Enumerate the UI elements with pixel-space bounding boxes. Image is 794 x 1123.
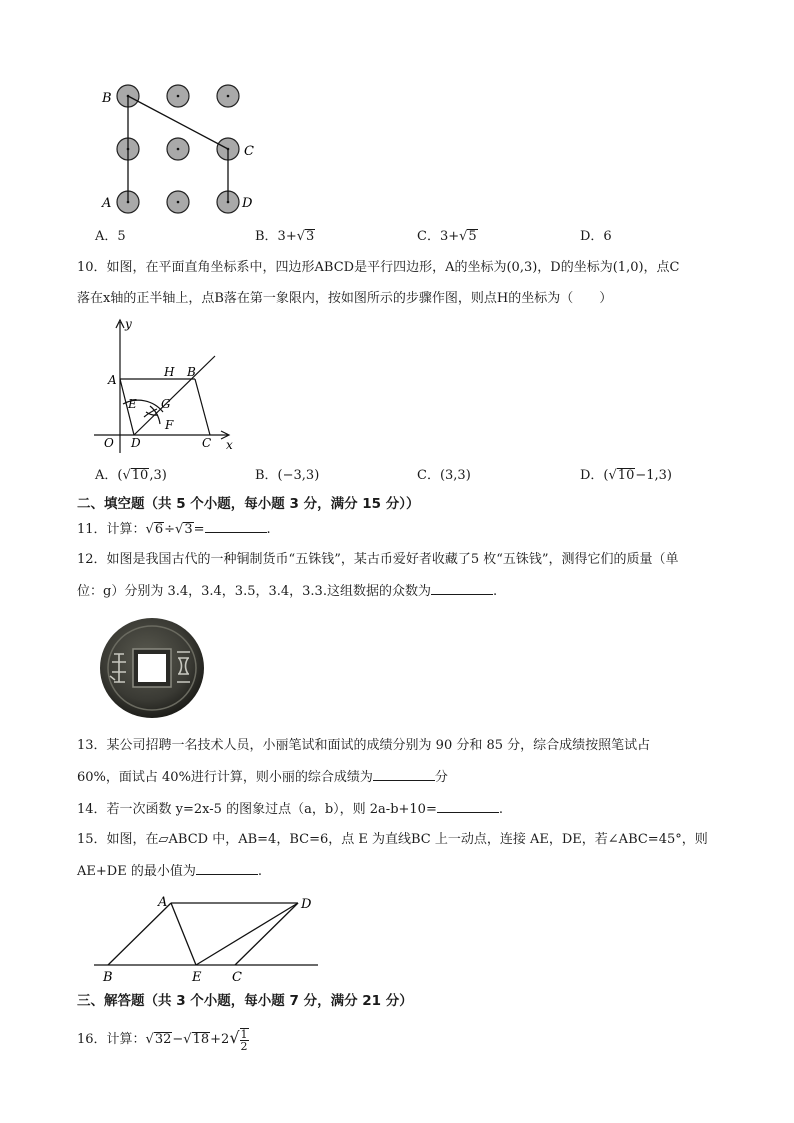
q12-text-line2: 位：g）分别为 3.4，3.4，3.5，3.4，3.3.这组数据的众数为 .: [77, 584, 498, 599]
q9-option-d: D．6: [580, 229, 612, 244]
label-D: D: [131, 436, 141, 450]
label-E: E: [192, 970, 202, 985]
label-B: B: [102, 91, 112, 106]
q9-grid-figure: [95, 80, 275, 220]
label-B: B: [187, 365, 196, 379]
label-G: G: [161, 397, 171, 411]
q9-option-b: B．3+√3: [255, 229, 315, 244]
q15-answer-blank[interactable]: [196, 862, 258, 875]
q14: 14．若一次函数 y=2x-5 的图象过点（a，b），则 2a-b+10= .: [77, 802, 503, 817]
label-A: A: [102, 196, 112, 211]
q13-answer-blank[interactable]: [373, 768, 435, 781]
q15-parallelogram-figure: [92, 890, 322, 986]
q9-option-c: C．3+√5: [417, 229, 477, 244]
q10-coordinate-figure: [88, 316, 248, 458]
q10-option-a: A．(√10,3): [95, 468, 167, 483]
wuzhu-coin-image: [98, 616, 206, 720]
q10-option-c: C．(3,3): [417, 468, 471, 483]
q12-text-line1: 12．如图是我国古代的一种铜制货币“五铢钱”，某古币爱好者收藏了5 枚“五铢钱”，测得它们的质量（单: [77, 552, 679, 567]
label-D: D: [301, 897, 312, 912]
q13-text-line1: 13．某公司招聘一名技术人员，小丽笔试和面试的成绩分别为 90 分和 85 分，综合成绩按照笔试占: [77, 738, 651, 753]
q15-text-line2: AE+DE 的最小值为 .: [77, 864, 262, 879]
label-H: H: [164, 365, 175, 379]
q10-option-b: B．(−3,3): [255, 468, 320, 483]
q9-option-a: A．5: [95, 229, 126, 244]
label-y: y: [125, 317, 132, 331]
label-D: D: [242, 196, 253, 211]
label-F: F: [165, 418, 174, 432]
section-solution-heading: 三、解答题（共 3 个小题，每小题 7 分，满分 21 分）: [77, 993, 413, 1009]
label-O: O: [104, 436, 114, 450]
q16: 16．计算：√32−√18+2√ $\frac{1}{2}$: [77, 1027, 248, 1053]
label-C: C: [244, 144, 254, 159]
q15-text-line1: 15．如图，在▱ABCD 中，AB=4，BC=6，点 E 为直线BC 上一动点，连接 AE，DE，若∠ABC=45°，则: [77, 832, 708, 847]
q13-text-line2: 60%，面试占 40%进行计算，则小丽的综合成绩为 分: [77, 770, 448, 785]
label-A: A: [108, 373, 117, 387]
section-fill-in-heading: 二、填空题（共 5 个小题，每小题 3 分，满分 15 分））: [77, 496, 420, 512]
label-x: x: [226, 438, 233, 452]
q10-text-line2: 落在x轴的正半轴上，点B落在第一象限内，按如图所示的步骤作图，则点H的坐标为（ ）: [77, 291, 613, 306]
q11: 11．计算：√6÷√3= .: [77, 522, 271, 537]
q10-text-line1: 10．如图，在平面直角坐标系中，四边形ABCD是平行四边形，A的坐标为(0,3)，D的坐标为(1,0)，点C: [77, 260, 680, 275]
q11-answer-blank[interactable]: [205, 520, 267, 533]
q10-option-d: D．(√10−1,3): [580, 468, 672, 483]
label-E: E: [128, 397, 137, 411]
label-C: C: [202, 436, 212, 450]
label-C: C: [232, 970, 242, 985]
label-B: B: [103, 970, 113, 985]
q12-answer-blank[interactable]: [431, 582, 493, 595]
label-A: A: [158, 895, 168, 910]
q14-answer-blank[interactable]: [437, 800, 499, 813]
